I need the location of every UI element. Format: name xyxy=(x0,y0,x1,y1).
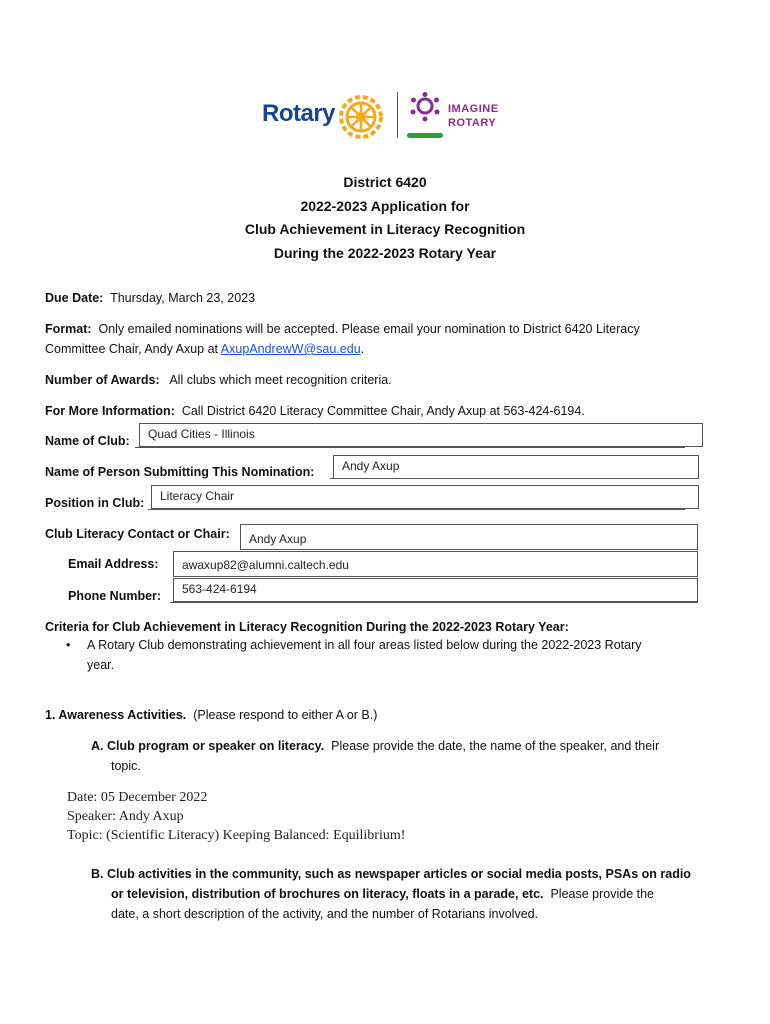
title-line-2: 2022-2023 Application for xyxy=(300,198,470,214)
awards-value: All clubs which meet recognition criteria. xyxy=(169,373,392,387)
format-line-1 xyxy=(45,321,640,338)
phone-label: Phone Number: xyxy=(68,589,162,603)
title-line-1: District 6420 xyxy=(343,174,427,190)
imagine-text: IMAGINE xyxy=(448,103,499,115)
section-1-title: 1. Awareness Activities. xyxy=(45,708,187,722)
section-1-heading xyxy=(45,707,377,724)
more-info-line xyxy=(45,403,585,420)
due-date xyxy=(45,290,255,307)
club-name-field[interactable]: Quad Cities - Illinois xyxy=(139,423,703,447)
title-line-4: During the 2022-2023 Rotary Year xyxy=(273,245,497,261)
format-line-2 xyxy=(45,341,364,358)
submitter-label: Name of Person Submitting This Nomination: xyxy=(45,465,315,479)
format-email-link[interactable]: AxupAndrewW@sau.edu xyxy=(220,342,361,356)
awards-line xyxy=(45,372,392,389)
position-field[interactable]: Literacy Chair xyxy=(151,485,699,509)
format-label: Format: xyxy=(45,322,92,336)
criteria-heading: Criteria for Club Achievement in Literacy Recognition During the 2022-2023 Rotary Year: xyxy=(45,620,569,634)
title-line-3: Club Achievement in Literacy Recognition xyxy=(244,221,526,237)
phone-field[interactable]: 563-424-6194 xyxy=(173,578,698,602)
section-1b-bold-2: or television, distribution of brochures on literacy, floats in a parade, etc. xyxy=(111,887,544,901)
section-1a-line-1 xyxy=(91,738,659,755)
criteria-bullet-line-2: year. xyxy=(87,658,115,672)
criteria-bullet-line-1: A Rotary Club demonstrating achievement in all four areas listed below during the 2022-2023 Rotary xyxy=(87,638,642,652)
email-field[interactable]: awaxup82@alumni.caltech.edu xyxy=(173,551,698,577)
format-period: . xyxy=(360,342,365,356)
club-name-underline xyxy=(135,447,685,448)
rotary-wheel-icon xyxy=(338,94,384,140)
format-text-2: Committee Chair, Andy Axup at xyxy=(45,342,221,356)
more-info-value: Call District 6420 Literacy Committee Chair, Andy Axup at 563-424-6194. xyxy=(181,404,585,418)
contact-label: Club Literacy Contact or Chair: xyxy=(45,527,230,541)
answer-speaker: Speaker: Andy Axup xyxy=(67,809,184,824)
answer-date: Date: 05 December 2022 xyxy=(67,790,208,805)
imagine-rotary-icon xyxy=(405,92,445,140)
bullet-dot: • xyxy=(66,638,71,652)
position-underline xyxy=(148,509,685,510)
section-1b-line-3: date, a short description of the activity, and the number of Rotarians involved. xyxy=(111,907,539,921)
section-1-note: (Please respond to either A or B.) xyxy=(193,708,378,722)
awards-label: Number of Awards: xyxy=(45,373,160,387)
contact-field[interactable]: Andy Axup xyxy=(240,524,698,550)
more-info-label: For More Information: xyxy=(45,404,175,418)
section-1a-label: A. Club program or speaker on literacy. xyxy=(91,739,325,753)
email-label: Email Address: xyxy=(68,557,159,571)
due-date-value: Thursday, March 23, 2023 xyxy=(110,291,256,305)
section-1a-text: Please provide the date, the name of the speaker, and their xyxy=(331,739,660,753)
section-1b-text-2: Please provide the xyxy=(550,887,654,901)
answer-topic: Topic: (Scientific Literacy) Keeping Balanced: Equilibrium! xyxy=(67,828,406,843)
section-1b-line-2 xyxy=(111,886,654,903)
section-1a-line-2: topic. xyxy=(111,759,141,773)
rotary-wordmark: Rotary xyxy=(262,100,336,127)
rotary-text: ROTARY xyxy=(448,117,497,129)
section-1b-line-1: B. Club activities in the community, such as newspaper articles or social media posts, PSAs on radio xyxy=(91,867,691,881)
phone-underline xyxy=(170,602,698,603)
due-date-label: Due Date: xyxy=(45,291,104,305)
position-label: Position in Club: xyxy=(45,496,145,510)
format-text: Only emailed nominations will be accepted. Please email your nomination to District 6420 Literacy xyxy=(98,322,640,336)
club-name-label: Name of Club: xyxy=(45,434,130,448)
logo-divider xyxy=(397,92,398,138)
submitter-field[interactable]: Andy Axup xyxy=(333,455,699,479)
